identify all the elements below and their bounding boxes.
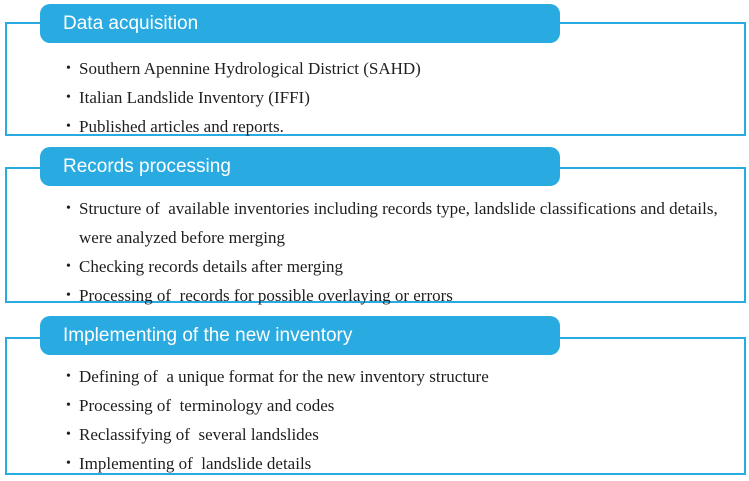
bullet-item xyxy=(66,112,726,141)
bullet-icon xyxy=(66,281,79,310)
bullet-list xyxy=(7,54,744,141)
bullet-text: Southern Apennine Hydrological District (SAHD) xyxy=(79,59,421,78)
section-header-implementing-new-inventory xyxy=(40,316,560,355)
bullet-text: Processing of terminology and codes xyxy=(79,396,335,415)
section-title: Records processing xyxy=(63,156,231,177)
bullet-icon xyxy=(66,391,79,420)
bullet-icon xyxy=(66,252,79,281)
bullet-item xyxy=(66,420,726,449)
bullet-text: Implementing of landslide details xyxy=(79,454,312,473)
bullet-item xyxy=(66,281,726,310)
bullet-icon xyxy=(66,54,79,83)
section-panel-records-processing xyxy=(5,167,746,303)
section-title: Data acquisition xyxy=(63,13,199,34)
bullet-text: Structure of available inventories including records type, landslide classifications and details, were analyzed before merging xyxy=(79,199,722,247)
bullet-item xyxy=(66,391,726,420)
bullet-text: Reclassifying of several landslides xyxy=(79,425,319,444)
bullet-item xyxy=(66,194,726,252)
bullet-text: Italian Landslide Inventory (IFFI) xyxy=(79,88,310,107)
bullet-text: Defining of a unique format for the new inventory structure xyxy=(79,367,489,386)
section-header-data-acquisition xyxy=(40,4,560,43)
bullet-item xyxy=(66,449,726,478)
bullet-icon xyxy=(66,362,79,391)
section-header-records-processing xyxy=(40,147,560,186)
bullet-text: Processing of records for possible overlaying or errors xyxy=(79,286,453,305)
bullet-icon xyxy=(66,83,79,112)
bullet-icon xyxy=(66,194,79,223)
bullet-item xyxy=(66,83,726,112)
bullet-list xyxy=(7,362,744,478)
bullet-item xyxy=(66,54,726,83)
bullet-icon xyxy=(66,420,79,449)
section-panel-implementing-new-inventory xyxy=(5,337,746,475)
bullet-item xyxy=(66,362,726,391)
bullet-icon xyxy=(66,449,79,478)
bullet-text: Published articles and reports. xyxy=(79,117,284,136)
bullet-list xyxy=(7,194,744,310)
bullet-item xyxy=(66,252,726,281)
bullet-text: Checking records details after merging xyxy=(79,257,344,276)
bullet-icon xyxy=(66,112,79,141)
section-title: Implementing of the new inventory xyxy=(63,325,353,346)
